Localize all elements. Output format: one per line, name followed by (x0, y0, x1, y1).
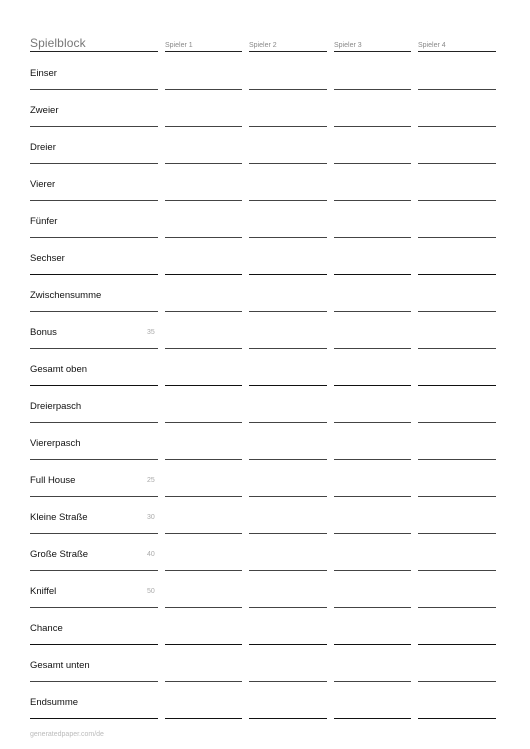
row-label: Kniffel (30, 586, 57, 597)
player-3-entry-line[interactable] (334, 644, 411, 645)
label-underline (30, 385, 158, 386)
player-3-entry-line[interactable] (334, 496, 411, 497)
row-label: Endsumme (30, 697, 79, 708)
row-label: Vierer (30, 179, 56, 190)
player-4-entry-line[interactable] (418, 89, 496, 90)
player-2-entry-line[interactable] (249, 200, 327, 201)
player-2-entry-line[interactable] (249, 496, 327, 497)
row-label: Große Straße (30, 549, 89, 560)
score-row (0, 253, 530, 290)
player-2-entry-line[interactable] (249, 237, 327, 238)
player-2-entry-line[interactable] (249, 718, 327, 719)
player-2-entry-line[interactable] (249, 274, 327, 275)
player-1-entry-line[interactable] (165, 126, 242, 127)
score-row (0, 364, 530, 401)
player-3-entry-line[interactable] (334, 459, 411, 460)
player-header-underline (418, 51, 496, 52)
player-1-entry-line[interactable] (165, 348, 242, 349)
score-row (0, 623, 530, 660)
row-label: Dreierpasch (30, 401, 82, 412)
player-2-entry-line[interactable] (249, 644, 327, 645)
player-3-entry-line[interactable] (334, 126, 411, 127)
player-4-entry-line[interactable] (418, 311, 496, 312)
player-3-entry-line[interactable] (334, 681, 411, 682)
label-underline (30, 200, 158, 201)
player-3-entry-line[interactable] (334, 422, 411, 423)
player-1-entry-line[interactable] (165, 422, 242, 423)
row-label: Fünfer (30, 216, 58, 227)
player-3-entry-line[interactable] (334, 570, 411, 571)
player-3-header: Spieler 3 (334, 42, 362, 49)
row-points: 30 (147, 514, 155, 521)
player-4-entry-line[interactable] (418, 200, 496, 201)
player-1-entry-line[interactable] (165, 496, 242, 497)
player-3-entry-line[interactable] (334, 718, 411, 719)
player-2-entry-line[interactable] (249, 422, 327, 423)
player-3-entry-line[interactable] (334, 348, 411, 349)
player-2-entry-line[interactable] (249, 385, 327, 386)
player-header-underline (334, 51, 411, 52)
player-4-entry-line[interactable] (418, 607, 496, 608)
score-row (0, 438, 530, 475)
row-label: Viererpasch (30, 438, 81, 449)
player-1-entry-line[interactable] (165, 644, 242, 645)
player-header-underline (249, 51, 327, 52)
player-3-entry-line[interactable] (334, 311, 411, 312)
player-1-entry-line[interactable] (165, 163, 242, 164)
player-1-entry-line[interactable] (165, 89, 242, 90)
score-row (0, 142, 530, 179)
player-3-entry-line[interactable] (334, 200, 411, 201)
player-2-entry-line[interactable] (249, 570, 327, 571)
player-3-entry-line[interactable] (334, 89, 411, 90)
player-2-entry-line[interactable] (249, 348, 327, 349)
page-title: Spielblock (30, 36, 86, 50)
score-row (0, 401, 530, 438)
score-row (0, 105, 530, 142)
player-4-entry-line[interactable] (418, 385, 496, 386)
row-label: Gesamt oben (30, 364, 88, 375)
row-label: Sechser (30, 253, 65, 264)
label-underline (30, 533, 158, 534)
player-3-entry-line[interactable] (334, 274, 411, 275)
label-underline (30, 607, 158, 608)
player-1-entry-line[interactable] (165, 718, 242, 719)
label-underline (30, 274, 158, 275)
footer-url: generatedpaper.com/de (30, 731, 104, 738)
score-row (0, 475, 530, 512)
row-label: Full House (30, 475, 76, 486)
label-underline (30, 496, 158, 497)
player-2-entry-line[interactable] (249, 459, 327, 460)
score-row (0, 660, 530, 697)
label-underline (30, 348, 158, 349)
score-row (0, 68, 530, 105)
label-underline (30, 163, 158, 164)
row-points: 35 (147, 329, 155, 336)
row-label: Chance (30, 623, 63, 634)
score-row (0, 512, 530, 549)
label-underline (30, 644, 158, 645)
label-underline (30, 422, 158, 423)
score-row (0, 586, 530, 623)
player-1-entry-line[interactable] (165, 607, 242, 608)
label-underline (30, 237, 158, 238)
player-1-entry-line[interactable] (165, 570, 242, 571)
label-underline (30, 459, 158, 460)
score-row (0, 549, 530, 586)
row-points: 25 (147, 477, 155, 484)
row-label: Zwischensumme (30, 290, 102, 301)
row-label: Einser (30, 68, 57, 79)
player-3-entry-line[interactable] (334, 533, 411, 534)
player-2-entry-line[interactable] (249, 163, 327, 164)
label-underline (30, 126, 158, 127)
player-4-header: Spieler 4 (418, 42, 446, 49)
player-3-entry-line[interactable] (334, 163, 411, 164)
player-1-entry-line[interactable] (165, 681, 242, 682)
row-label: Gesamt unten (30, 660, 90, 671)
player-1-entry-line[interactable] (165, 274, 242, 275)
player-4-entry-line[interactable] (418, 422, 496, 423)
player-2-entry-line[interactable] (249, 607, 327, 608)
score-row (0, 697, 530, 734)
player-4-entry-line[interactable] (418, 348, 496, 349)
row-label: Bonus (30, 327, 57, 338)
score-row (0, 290, 530, 327)
player-4-entry-line[interactable] (418, 459, 496, 460)
player-4-entry-line[interactable] (418, 718, 496, 719)
player-1-entry-line[interactable] (165, 237, 242, 238)
player-1-entry-line[interactable] (165, 385, 242, 386)
player-2-entry-line[interactable] (249, 533, 327, 534)
player-1-entry-line[interactable] (165, 311, 242, 312)
row-label: Kleine Straße (30, 512, 88, 523)
player-4-entry-line[interactable] (418, 681, 496, 682)
player-2-header: Spieler 2 (249, 42, 277, 49)
row-label: Dreier (30, 142, 56, 153)
score-row (0, 327, 530, 364)
player-4-entry-line[interactable] (418, 496, 496, 497)
score-row (0, 179, 530, 216)
player-2-entry-line[interactable] (249, 311, 327, 312)
player-1-entry-line[interactable] (165, 200, 242, 201)
player-4-entry-line[interactable] (418, 533, 496, 534)
player-3-entry-line[interactable] (334, 237, 411, 238)
player-4-entry-line[interactable] (418, 570, 496, 571)
label-underline (30, 718, 158, 719)
player-4-entry-line[interactable] (418, 644, 496, 645)
player-1-entry-line[interactable] (165, 533, 242, 534)
player-4-entry-line[interactable] (418, 274, 496, 275)
label-underline (30, 311, 158, 312)
score-row (0, 216, 530, 253)
player-2-entry-line[interactable] (249, 126, 327, 127)
title-underline (30, 51, 158, 52)
player-1-entry-line[interactable] (165, 459, 242, 460)
player-3-entry-line[interactable] (334, 385, 411, 386)
label-underline (30, 89, 158, 90)
row-points: 40 (147, 551, 155, 558)
player-4-entry-line[interactable] (418, 163, 496, 164)
player-header-underline (165, 51, 242, 52)
player-1-header: Spieler 1 (165, 42, 193, 49)
player-2-entry-line[interactable] (249, 681, 327, 682)
label-underline (30, 570, 158, 571)
row-points: 50 (147, 588, 155, 595)
player-3-entry-line[interactable] (334, 607, 411, 608)
label-underline (30, 681, 158, 682)
player-4-entry-line[interactable] (418, 237, 496, 238)
player-2-entry-line[interactable] (249, 89, 327, 90)
row-label: Zweier (30, 105, 59, 116)
player-4-entry-line[interactable] (418, 126, 496, 127)
